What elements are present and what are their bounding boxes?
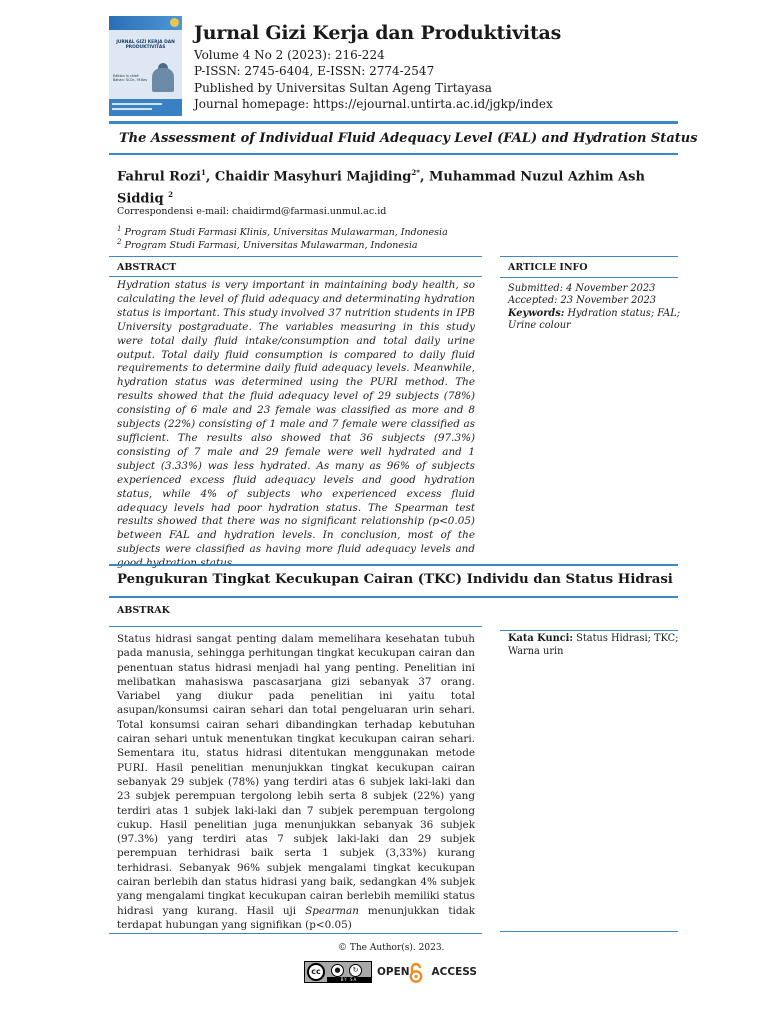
journal-volume: Volume 4 No 2 (2023): 216-224 (194, 48, 385, 62)
cover-title: JURNAL GIZI KERJA DAN PRODUKTIVITAS (116, 40, 175, 50)
article-info-heading: ARTICLE INFO (508, 262, 588, 273)
abstract-top-rule (109, 256, 482, 257)
keywords-label: Keywords: (508, 308, 565, 319)
keywords (508, 308, 688, 333)
open-access-label: OPEN ACCESS (377, 966, 477, 978)
abstract-text: Hydration status is very important in maintaining body health, so calculating the level of fluid adequacy and determinating hydration status is important. This study involved 37 nutrition students in IPB University postgraduate. The variables measuring in this study were total daily fluid intake/consumption and total daily urine output. Total daily fluid consumption is compared to daily fluid requirements to determine daily fluid adequacy levels. Meanwhile, hydration status was determined using the PURI method. The results showed that the fluid adequacy level of 29 subjects (78%) consisting of 6 male and 23 female was classified as more and 8 subjects (22%) consisting of 1 male and 7 female were classified as sufficient. The results also showed that 36 subjects (97.3%) consisting of 7 male and 29 female were well hydrated and 1 subject (3.33%) was less hydrated. As many as 96% of subjects experienced excess fluid adequacy levels and good hydration status, while 4% of subjects who experienced excess fluid adequacy levels had poor hydration status. The Spearman test results showed that there was no significant relationship (p<0.05) between FAL and hydration levels. In conclusion, most of the subjects were classified as having more fluid adequacy levels and (117, 279, 475, 556)
correspondence-email[interactable]: Correspondensi e-mail: chaidirmd@farmasi.unmul.ac.id (117, 206, 387, 217)
kata-kunci (508, 633, 683, 658)
journal-issn: P-ISSN: 2745-6404, E-ISSN: 2774-2547 (194, 64, 435, 78)
keywords-value: Hydration status; FAL; Urine colour (508, 308, 681, 332)
accepted-date: Accepted: 23 November 2023 (508, 295, 657, 306)
open-access-lock-icon (408, 963, 424, 983)
title-divider (109, 153, 678, 155)
cover-editor: Edition in chief: Bahan: Si.Dr., M.Kes (113, 74, 148, 83)
author-name: Fahrul Rozi (117, 169, 201, 185)
indonesian-title-rule (109, 596, 678, 598)
affiliation-1: $^1$ Program Studi Farmasi Klinis, Universitas Mulawarman, Indonesia (117, 225, 448, 239)
header-divider (109, 121, 678, 124)
author-name: Chaidir Masyhuri Majiding (214, 169, 412, 185)
abstrak-text: Status hidrasi sangat penting dalam memelihara kesehatan tubuh pada manusia, sehingga perhitungan tingkat kecukupan cairan dan penentuan status hidrasi menjadi hal yang penting. Penelitian ini melibatkan mahasiswa pascasarjana gizi sebanyak 37 orang. Variabel yang diukur pada penelitian ini yaitu total asupan/konsumsi cairan sehari dan total pengeluaran urin sehari. Total konsumsi cairan sehari dibandingkan terhadap kebutuhan cairan sehari untuk menentukan tingkat kecukupan cairan sehari. Sementara itu, status hidrasi ditentukan menggunakan metode PURI. Hasil penelitian menunjukkan tingkat kecukupan cairan sebanyak 29 subjek (78%) yang terdiri atas 6 subjek laki-laki dan 23 subjek perempuan tergolong lebih serta 8 subjek (22%) yang terdiri atas 1 subjek laki-laki dan 7 subjek perempuan tergolong cukup. Hasil penelitian juga menunjukkan sebanyak 36 subjek (97.3%) yang terdiri atas 7 subjek laki-laki dan 29 subjek perempuan terhidrasi baik serta 1 subjek (3,33%) kurang terhidrasi. Sebanyak 96% subjek mengalami tingkat kecukupan cairan berlebih dan status hidrasi yang baik, sedangkan 4% subjek yang mengalami tingkat kecukupan cairan berlebih memiliki status hidrasi yang kurang. Hasil uji Spearman menunjukkan tidak terdapat hubungan yang signifikan (p<0.05) (117, 633, 475, 931)
affiliation-2: $^2$ Program Studi Farmasi, Universitas Mulawarman, Indonesia (117, 238, 418, 252)
journal-cover-image (109, 16, 182, 116)
abstract-heading-rule (109, 276, 482, 277)
copyright-notice: © The Author(s). 2023. (338, 943, 445, 953)
abstrak-bottom-rule (109, 933, 482, 934)
indonesian-title: Pengukuran Tingkat Kecukupan Cairan (TKC) Individu dan Status Hidrasi (117, 572, 673, 587)
kata-kunci-rule (500, 630, 678, 631)
kata-kunci-bottom-rule (500, 931, 678, 932)
kata-kunci-value: Status Hidrasi; TKC; Warna urin (508, 633, 679, 657)
journal-title: Jurnal Gizi Kerja dan Produktivitas (194, 22, 562, 44)
university-logo-icon (170, 18, 179, 27)
building-illustration (152, 68, 174, 92)
article-info-heading-rule (500, 277, 678, 278)
journal-publisher: Published by Universitas Sultan Ageng Tirtayasa (194, 81, 492, 95)
author-name: Muhammad Nuzul Azhim Ash Siddiq (117, 169, 645, 207)
author-list: Fahrul Rozi$^1$, Chaidir Masyhuri Majiding$^{2*}$, Muhammad Nuzul Azhim Ash Siddiq $^2$ (117, 168, 645, 207)
submitted-date: Submitted: 4 November 2023 (508, 283, 656, 294)
abstract-heading: ABSTRACT (117, 262, 177, 273)
article-title: The Assessment of Individual Fluid Adequacy Level (FAL) and Hydration Status (119, 131, 698, 146)
cc-by-sa-license-icon[interactable]: cc ● ↻ BY SA (304, 961, 372, 983)
abstrak-rule (109, 626, 482, 627)
kata-kunci-label: Kata Kunci: (508, 633, 573, 644)
journal-homepage[interactable]: Journal homepage: https://ejournal.untirta.ac.id/jgkp/index (194, 97, 553, 111)
article-info-top-rule (500, 256, 678, 257)
section-divider (109, 564, 678, 566)
abstrak-heading: ABSTRAK (117, 605, 170, 616)
